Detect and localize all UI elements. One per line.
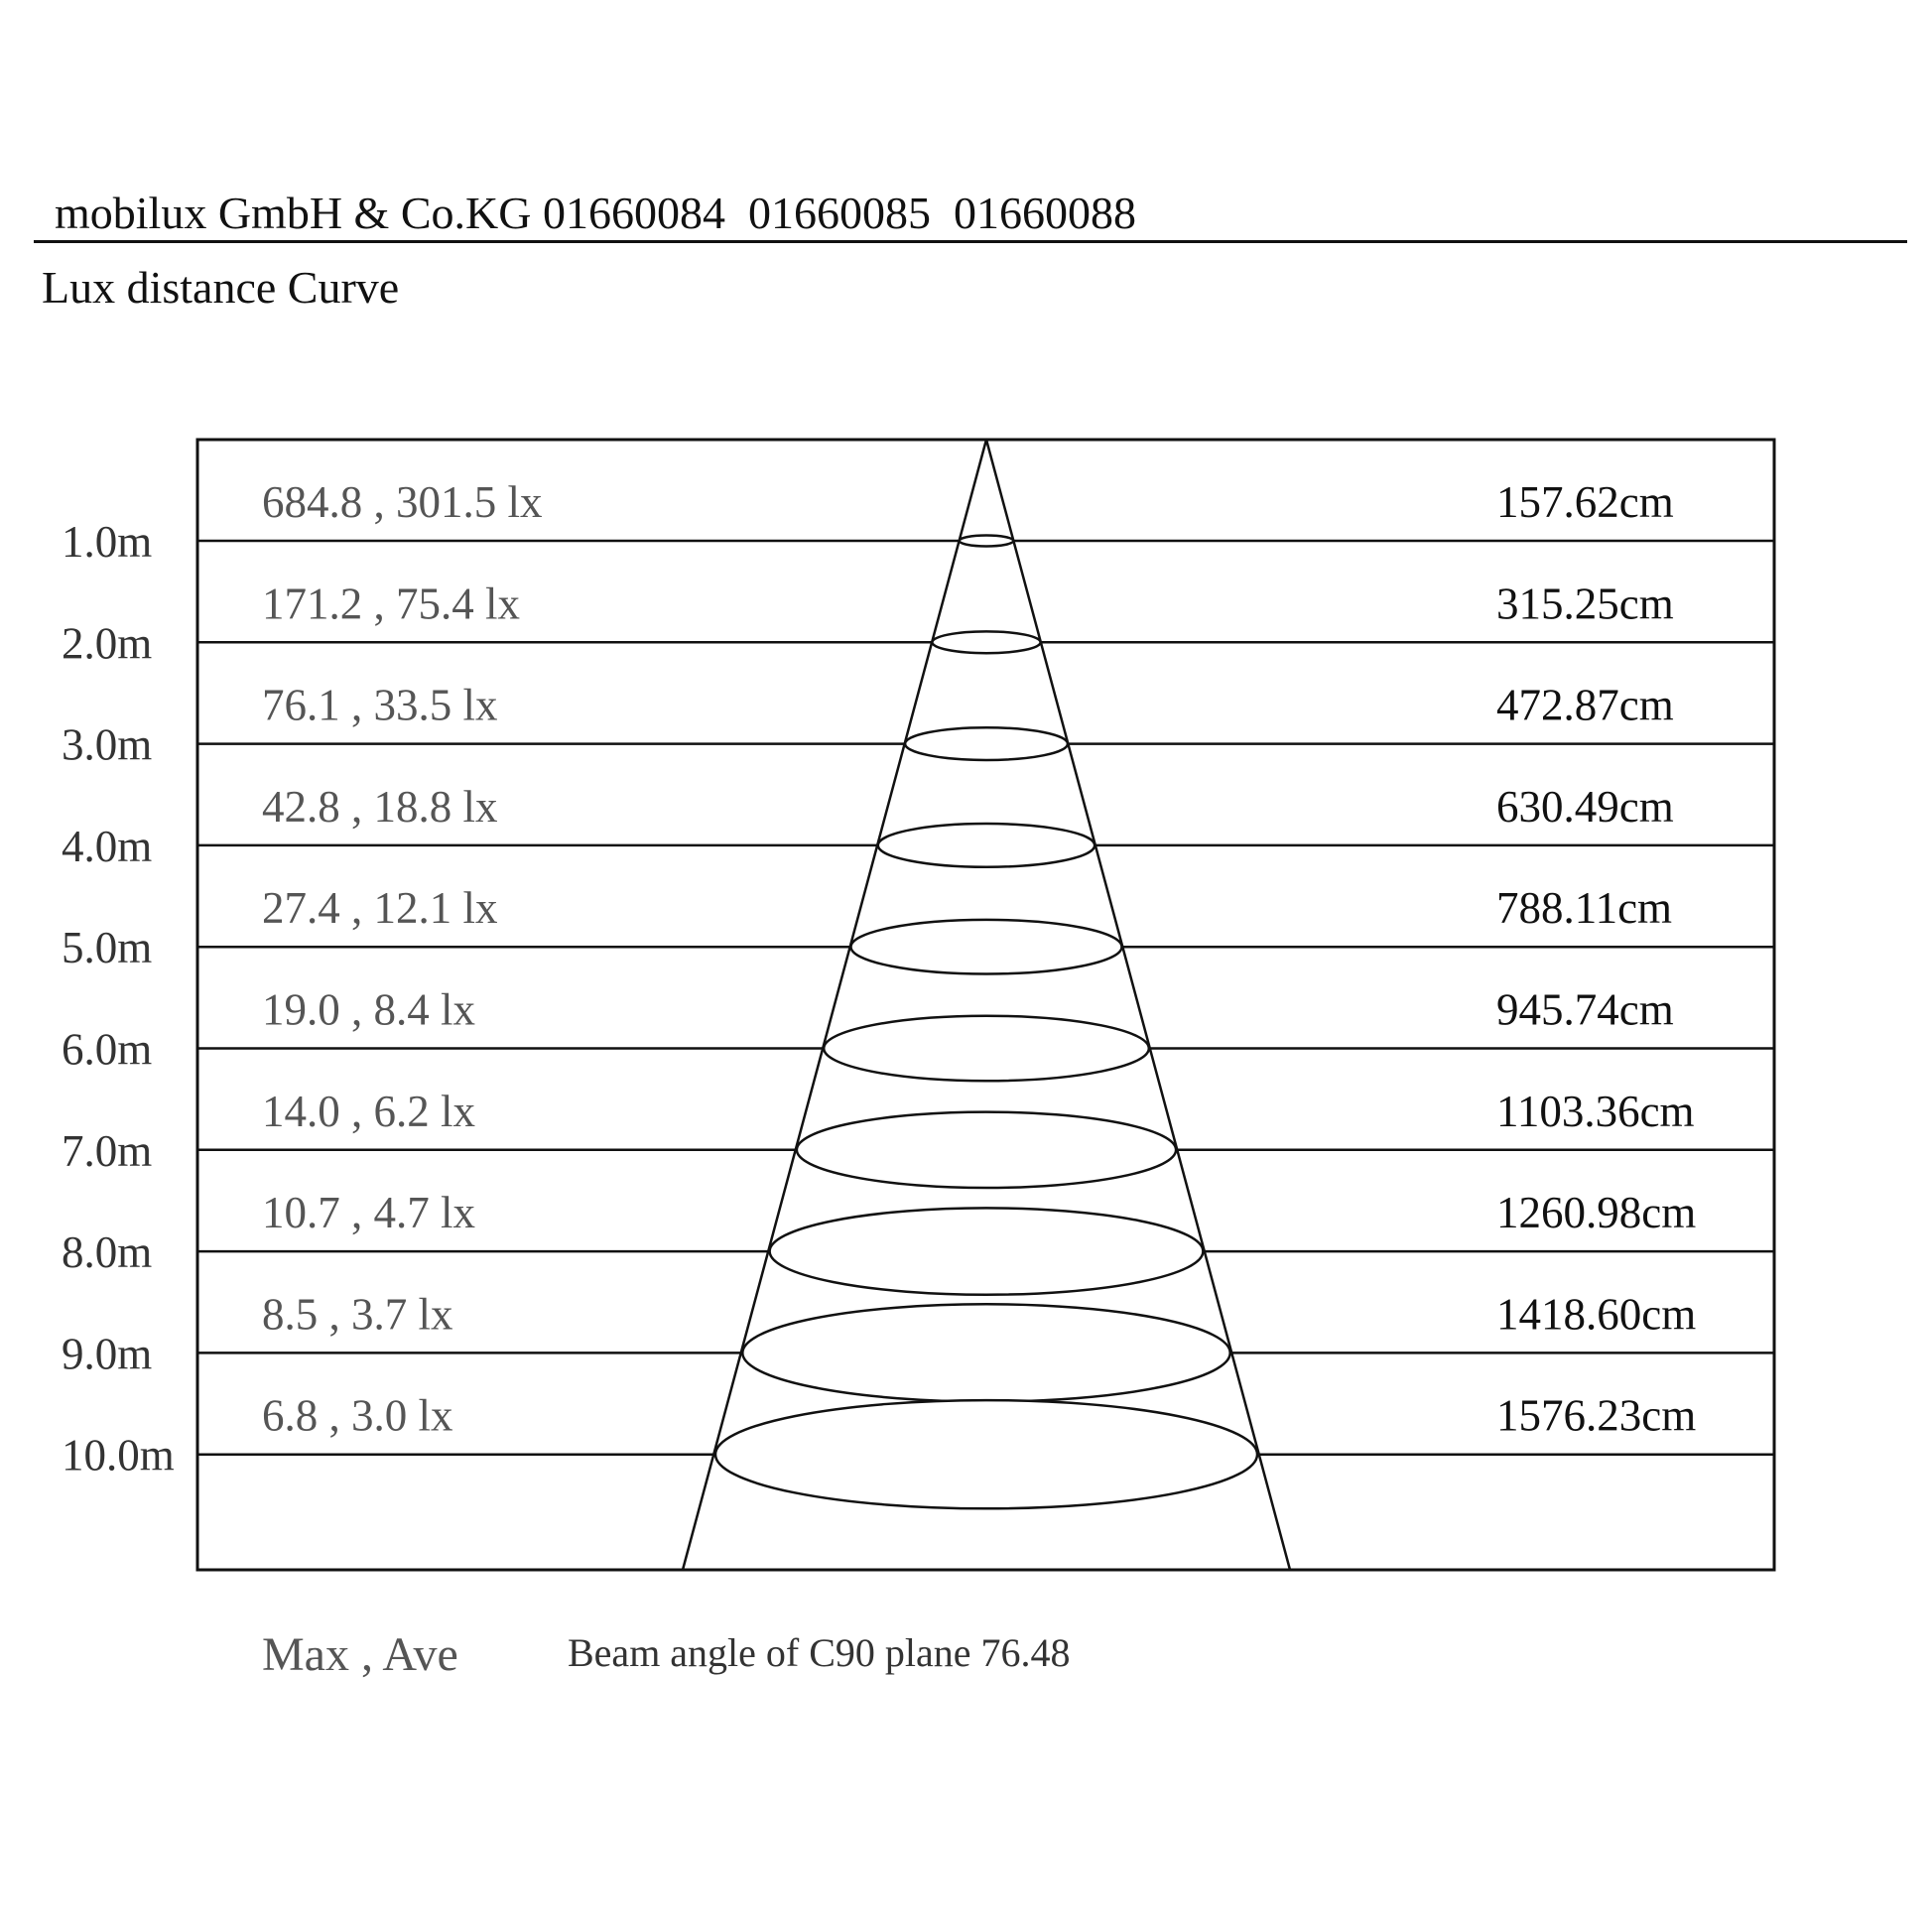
beam-diameter-label: 157.62cm	[1496, 477, 1674, 527]
lux-value-label: 14.0 , 6.2 lx	[262, 1086, 476, 1136]
beam-diameter-label: 788.11cm	[1496, 883, 1673, 934]
distance-label: 6.0m	[62, 1024, 153, 1075]
lux-value-label: 6.8 , 3.0 lx	[262, 1390, 453, 1441]
beam-diameter-label: 945.74cm	[1496, 984, 1674, 1035]
beam-spot-ellipse	[715, 1400, 1257, 1508]
beam-diameter-label: 472.87cm	[1496, 680, 1674, 730]
lux-value-label: 10.7 , 4.7 lx	[262, 1188, 476, 1238]
beam-spot-ellipse	[932, 631, 1040, 653]
beam-spot-ellipse	[742, 1304, 1229, 1401]
page-title: mobilux GmbH & Co.KG 01660084 01660085 01660088	[55, 188, 1136, 238]
lux-value-label: 684.8 , 301.5 lx	[262, 477, 543, 527]
distance-label: 3.0m	[62, 719, 153, 770]
distance-label: 2.0m	[62, 618, 153, 669]
beam-spot-ellipse	[905, 727, 1068, 760]
distance-label: 8.0m	[62, 1227, 153, 1278]
distance-label: 1.0m	[62, 517, 153, 567]
lux-value-label: 8.5 , 3.7 lx	[262, 1289, 453, 1340]
beam-angle-note: Beam angle of C90 plane 76.48	[568, 1630, 1071, 1675]
legend-max-ave: Max , Ave	[262, 1628, 458, 1681]
distance-label: 7.0m	[62, 1125, 153, 1176]
lux-value-label: 171.2 , 75.4 lx	[262, 579, 521, 629]
distance-label: 10.0m	[62, 1430, 175, 1481]
beam-spot-ellipse	[770, 1208, 1204, 1294]
beam-spot-ellipse	[851, 920, 1122, 974]
beam-diameter-label: 1260.98cm	[1496, 1188, 1697, 1238]
distance-label: 4.0m	[62, 821, 153, 871]
chart-subtitle: Lux distance Curve	[42, 262, 400, 313]
distance-label: 9.0m	[62, 1329, 153, 1379]
lux-value-label: 42.8 , 18.8 lx	[262, 781, 498, 832]
beam-diameter-label: 315.25cm	[1496, 579, 1674, 629]
beam-spot-ellipse	[797, 1112, 1176, 1188]
distance-label: 5.0m	[62, 923, 153, 973]
beam-diameter-label: 630.49cm	[1496, 781, 1674, 832]
lux-value-label: 27.4 , 12.1 lx	[262, 883, 498, 934]
lux-value-label: 76.1 , 33.5 lx	[262, 680, 498, 730]
beam-diameter-label: 1576.23cm	[1496, 1390, 1697, 1441]
beam-diameter-label: 1103.36cm	[1496, 1086, 1695, 1136]
lux-value-label: 19.0 , 8.4 lx	[262, 984, 476, 1035]
beam-spot-ellipse	[960, 536, 1014, 547]
beam-spot-ellipse	[878, 824, 1095, 867]
beam-spot-ellipse	[824, 1016, 1149, 1082]
beam-diameter-label: 1418.60cm	[1496, 1289, 1697, 1340]
